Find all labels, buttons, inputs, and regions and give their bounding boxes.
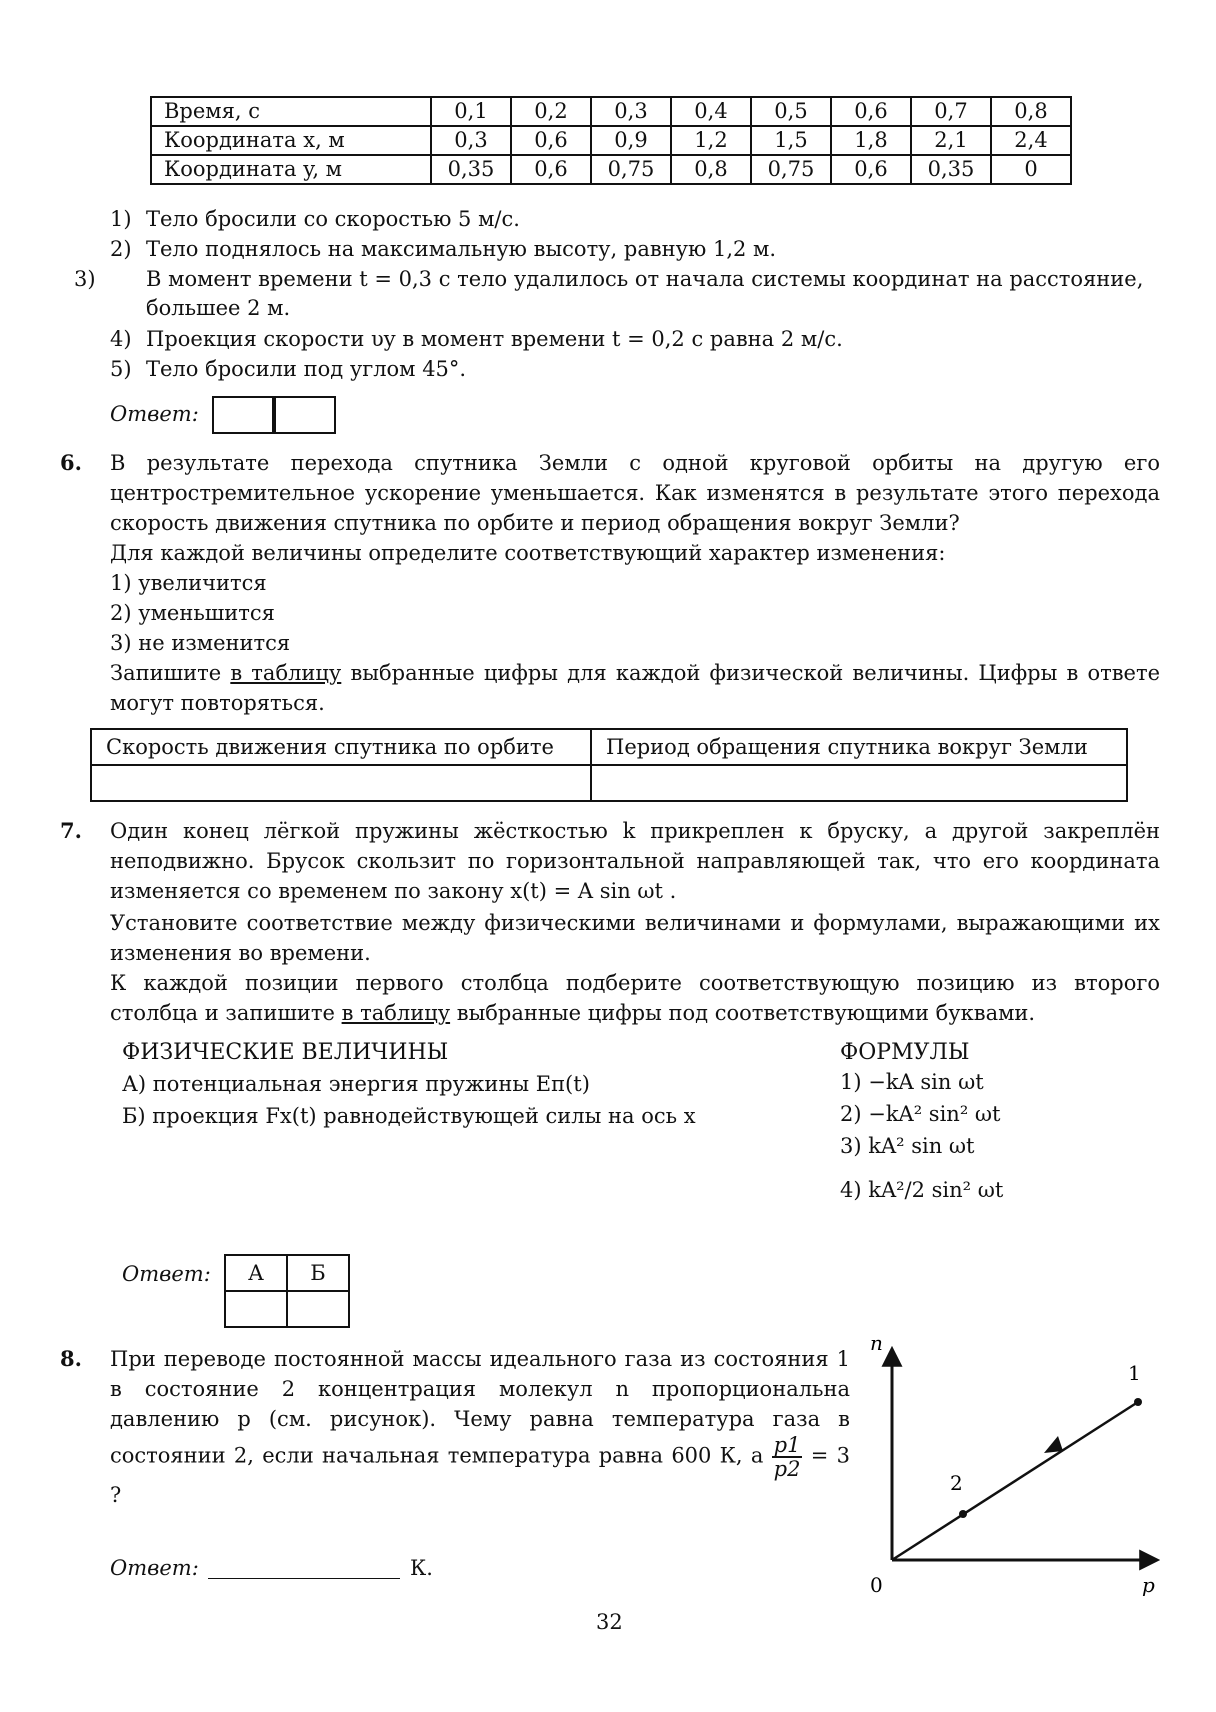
q6-number: 6. xyxy=(60,450,82,475)
q7-right-header: ФОРМУЛЫ xyxy=(840,1040,970,1065)
table-cell: 0,75 xyxy=(751,155,831,184)
q6-header-period: Период обращения спутника вокруг Земли xyxy=(591,729,1127,765)
option-text: Тело бросили под углом 45°. xyxy=(146,357,467,381)
q7-number: 7. xyxy=(60,818,82,843)
q5-option-1 xyxy=(110,205,1160,234)
q7-text2: Установите соответствие между физическими величинами и формулами, выражающими их изменения во времени. xyxy=(110,911,1160,965)
table-row xyxy=(225,1255,349,1291)
q7-text: Один конец лёгкой пружины жёсткостью k прикреплен к бруску, а другой закреплён неподвижно. Брусок скользит по горизонтальной направляющей так, что его координата изменяется со временем по закону x(t) = A sin ωt . xyxy=(110,819,1160,903)
table-cell: 0,6 xyxy=(831,155,911,184)
table-cell: 0,35 xyxy=(911,155,991,184)
q5-option-4 xyxy=(110,325,1160,354)
table-cell: 0,8 xyxy=(671,155,751,184)
q6-record-instruction xyxy=(110,658,1160,718)
q6-instruction: Для каждой величины определите соответствующий характер изменения: xyxy=(110,541,946,565)
table-cell: 0,6 xyxy=(511,155,591,184)
direction-arrow xyxy=(1044,1436,1063,1453)
table-cell: 1,8 xyxy=(831,126,911,155)
text-fragment: = 3 ? xyxy=(110,1443,850,1507)
q7-item-a: А) потенциальная энергия пружины Eп(t) xyxy=(122,1072,590,1096)
q7-formula-1: 1) −kA sin ωt xyxy=(840,1070,984,1094)
table-cell: 0,1 xyxy=(431,97,511,126)
option-text: Тело поднялось на максимальную высоту, равную 1,2 м. xyxy=(146,237,777,261)
option-text: Проекция скорости υy в момент времени t = 0,2 с равна 2 м/с. xyxy=(146,327,843,351)
q8-answer-label: Ответ: xyxy=(110,1556,199,1580)
q7-formula-3: 3) kA² sin ωt xyxy=(840,1134,975,1158)
q7-answer-a[interactable] xyxy=(225,1291,287,1327)
option-number: 1) xyxy=(110,207,132,231)
q6-answer-table xyxy=(90,728,1128,802)
q8-number: 8. xyxy=(60,1346,82,1371)
q7-left-header: ФИЗИЧЕСКИЕ ВЕЛИЧИНЫ xyxy=(122,1040,449,1065)
q7-answer-table xyxy=(224,1254,350,1328)
q7-col-b: Б xyxy=(287,1255,349,1291)
q5-option-3 xyxy=(74,265,1196,323)
state-2-label: 2 xyxy=(950,1471,963,1495)
q8-answer-unit: К. xyxy=(410,1556,433,1580)
table-cell: Время, с xyxy=(151,97,431,126)
q5-answer-label: Ответ: xyxy=(110,402,199,426)
q8-answer-line[interactable] xyxy=(208,1578,400,1579)
q6-answer-period[interactable] xyxy=(591,765,1127,801)
ratio-fraction xyxy=(772,1434,803,1480)
q5-option-5 xyxy=(110,355,1160,384)
q6-choice-3: 3) не изменится xyxy=(110,631,291,655)
option-number: 2) xyxy=(110,237,132,261)
table-cell: 0 xyxy=(991,155,1071,184)
table-cell: 0,3 xyxy=(591,97,671,126)
text-fragment: К каждой позиции первого столбца подберите соответствующую позицию из второго столбца и запишите xyxy=(110,971,1160,1025)
kinematics-table xyxy=(150,96,1072,185)
page-number: 32 xyxy=(596,1610,623,1634)
q5-answer-cell-1[interactable] xyxy=(212,396,276,434)
np-graph xyxy=(860,1330,1170,1600)
option-text: Тело бросили со скоростью 5 м/с. xyxy=(146,207,520,231)
table-cell: Координата y, м xyxy=(151,155,431,184)
table-row xyxy=(151,155,1071,184)
table-cell: 0,3 xyxy=(431,126,511,155)
text-fragment: в таблицу xyxy=(230,661,342,685)
option-number: 5) xyxy=(110,357,132,381)
n-axis-label: n xyxy=(870,1331,883,1355)
q6-answer-speed[interactable] xyxy=(91,765,591,801)
table-row xyxy=(225,1291,349,1327)
table-cell: 0,6 xyxy=(511,126,591,155)
q8-text xyxy=(110,1344,850,1510)
q7-col-a: А xyxy=(225,1255,287,1291)
ratio-denominator: p2 xyxy=(773,1457,801,1481)
table-cell: 0,8 xyxy=(991,97,1071,126)
text-fragment: Запишите xyxy=(110,661,231,685)
q7-answer-b[interactable] xyxy=(287,1291,349,1327)
text-fragment: выбранные цифры для каждой физической величины. Цифры в ответе могут повторяться. xyxy=(110,661,1161,715)
state-1-point xyxy=(1134,1398,1142,1406)
table-cell: 0,4 xyxy=(671,97,751,126)
ratio-numerator: p1 xyxy=(773,1433,801,1457)
table-cell: 2,1 xyxy=(911,126,991,155)
table-row xyxy=(151,126,1071,155)
table-cell: 1,5 xyxy=(751,126,831,155)
table-row xyxy=(151,97,1071,126)
q7-formula-2: 2) −kA² sin² ωt xyxy=(840,1102,1001,1126)
q7-formula-4: 4) kA²/2 sin² ωt xyxy=(840,1178,1004,1202)
option-number: 3) xyxy=(74,267,96,291)
q7-item-b: Б) проекция Fx(t) равнодействующей силы на ось x xyxy=(122,1104,696,1128)
q7-text3 xyxy=(110,968,1160,1028)
table-cell: 0,6 xyxy=(831,97,911,126)
process-line xyxy=(892,1402,1138,1560)
state-1-label: 1 xyxy=(1128,1361,1141,1385)
q6-choice-2: 2) уменьшится xyxy=(110,601,275,625)
text-fragment: выбранные цифры под соответствующими буквами. xyxy=(450,1001,1036,1025)
table-cell: 1,2 xyxy=(671,126,751,155)
table-cell: 0,5 xyxy=(751,97,831,126)
table-cell: 0,2 xyxy=(511,97,591,126)
text-fragment: в таблицу xyxy=(341,1001,451,1025)
text-fragment: При переводе постоянной массы идеального газа из состояния 1 в состояние 2 концентрация молекул n пропорциональна давлению p (см. рисунок). Чему равна температура газа в состоянии 2, если начальная температура равна 600 К, а xyxy=(110,1347,850,1468)
option-number: 4) xyxy=(110,327,132,351)
q6-choice-1: 1) увеличится xyxy=(110,571,267,595)
q6-header-speed: Скорость движения спутника по орбите xyxy=(91,729,591,765)
option-text: В момент времени t = 0,3 с тело удалилось от начала системы координат на расстояние, большее 2 м. xyxy=(146,267,1144,320)
table-cell: 0,35 xyxy=(431,155,511,184)
q5-option-2 xyxy=(110,235,1160,264)
table-cell: 0,75 xyxy=(591,155,671,184)
table-row xyxy=(91,729,1127,765)
table-row xyxy=(91,765,1127,801)
table-cell: 0,9 xyxy=(591,126,671,155)
q5-answer-cell-2[interactable] xyxy=(272,396,336,434)
q6-text: В результате перехода спутника Земли с одной круговой орбиты на другую его центростремительное ускорение уменьшается. Как изменятся в результате этого перехода скорость движения спутника по орбите и период обращения вокруг Земли? xyxy=(110,451,1160,535)
table-cell: 0,7 xyxy=(911,97,991,126)
q7-answer-label: Ответ: xyxy=(122,1262,211,1286)
state-2-point xyxy=(959,1510,967,1518)
table-cell: Координата x, м xyxy=(151,126,431,155)
table-cell: 2,4 xyxy=(991,126,1071,155)
origin-label: 0 xyxy=(870,1573,883,1597)
p-axis-label: p xyxy=(1142,1573,1155,1597)
